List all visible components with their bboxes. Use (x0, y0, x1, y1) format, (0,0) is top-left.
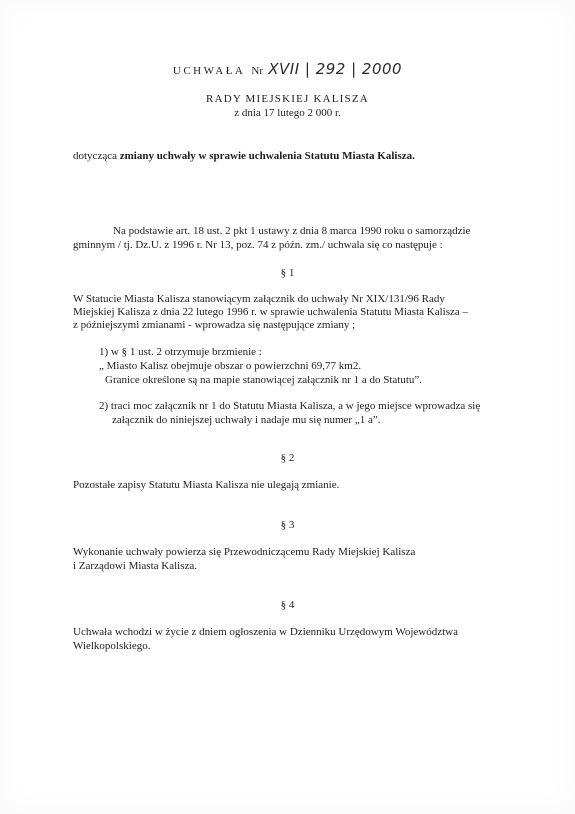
preamble-line-1: Na podstawie art. 18 ust. 2 pkt 1 ustawy z dnia 8 marca 1990 roku o samorządzie (113, 225, 471, 237)
handwritten-resolution-number: XVII | 292 | 2000 (268, 60, 403, 78)
section-2-line-1: Pozostałe zapisy Statutu Miasta Kalisza nie ulegają zmianie. (73, 479, 340, 491)
resolution-title (0, 60, 575, 78)
section-3-line-2: i Zarządowi Miasta Kalisza. (73, 560, 198, 572)
section-4-line-1: Uchwała wchodzi w życie z dniem ogłoszenia w Dzienniku Urzędowym Województwa (73, 626, 459, 638)
subject-line (73, 150, 415, 163)
section-4-mark: § 4 (280, 599, 295, 611)
section-4-line-2: Wielkopolskiego. (73, 640, 151, 652)
subject-text: zmiany uchwały w sprawie uchwalenia Statutu Miasta Kalisza. (119, 150, 415, 162)
subject-prefix: dotycząca (73, 150, 117, 162)
section-1-line-2: Miejskiej Kalisza z dnia 22 lutego 1996 r. w sprawie uchwalenia Statutu Miasta Kalisza – (73, 306, 468, 318)
section-1-line-3: z późniejszymi zmianami - wprowadza się następujące zmiany ; (73, 319, 356, 331)
item-2-line-1: 2) traci moc załącznik nr 1 do Statutu Miasta Kalisza, a w jego miejsce wprowadza się (99, 400, 481, 412)
section-2-mark: § 2 (280, 452, 295, 464)
item-1-line-2: „ Miasto Kalisz obejmuje obszar o powierzchni 69,77 km2. (99, 360, 362, 372)
council-name: RADY MIEJSKIEJ KALISZA (206, 93, 369, 105)
item-1-line-3: Granice określone są na mapie stanowiącej załącznik nr 1 a do Statutu”. (105, 374, 423, 386)
preamble-line-2: gminnym / tj. Dz.U. z 1996 r. Nr 13, poz. 74 z późn. zm./ uchwala się co następuje : (73, 239, 443, 251)
section-1-line-1: W Statucie Miasta Kalisza stanowiącym załącznik do uchwały Nr XIX/131/96 Rady (73, 293, 445, 305)
item-2-line-2: załącznik do niniejszej uchwały i nadaje mu się numer „1 a”. (112, 414, 381, 426)
section-1-mark: § 1 (280, 267, 295, 279)
section-3-line-1: Wykonanie uchwały powierza się Przewodniczącemu Rady Miejskiej Kalisza (73, 546, 416, 558)
title-uchwala: UCHWAŁA (172, 65, 246, 77)
item-1-line-1: 1) w § 1 ust. 2 otrzymuje brzmienie : (99, 346, 262, 358)
section-3-mark: § 3 (280, 519, 295, 531)
title-nr-label: Nr (251, 65, 263, 77)
resolution-date: z dnia 17 lutego 2 000 r. (234, 107, 341, 119)
